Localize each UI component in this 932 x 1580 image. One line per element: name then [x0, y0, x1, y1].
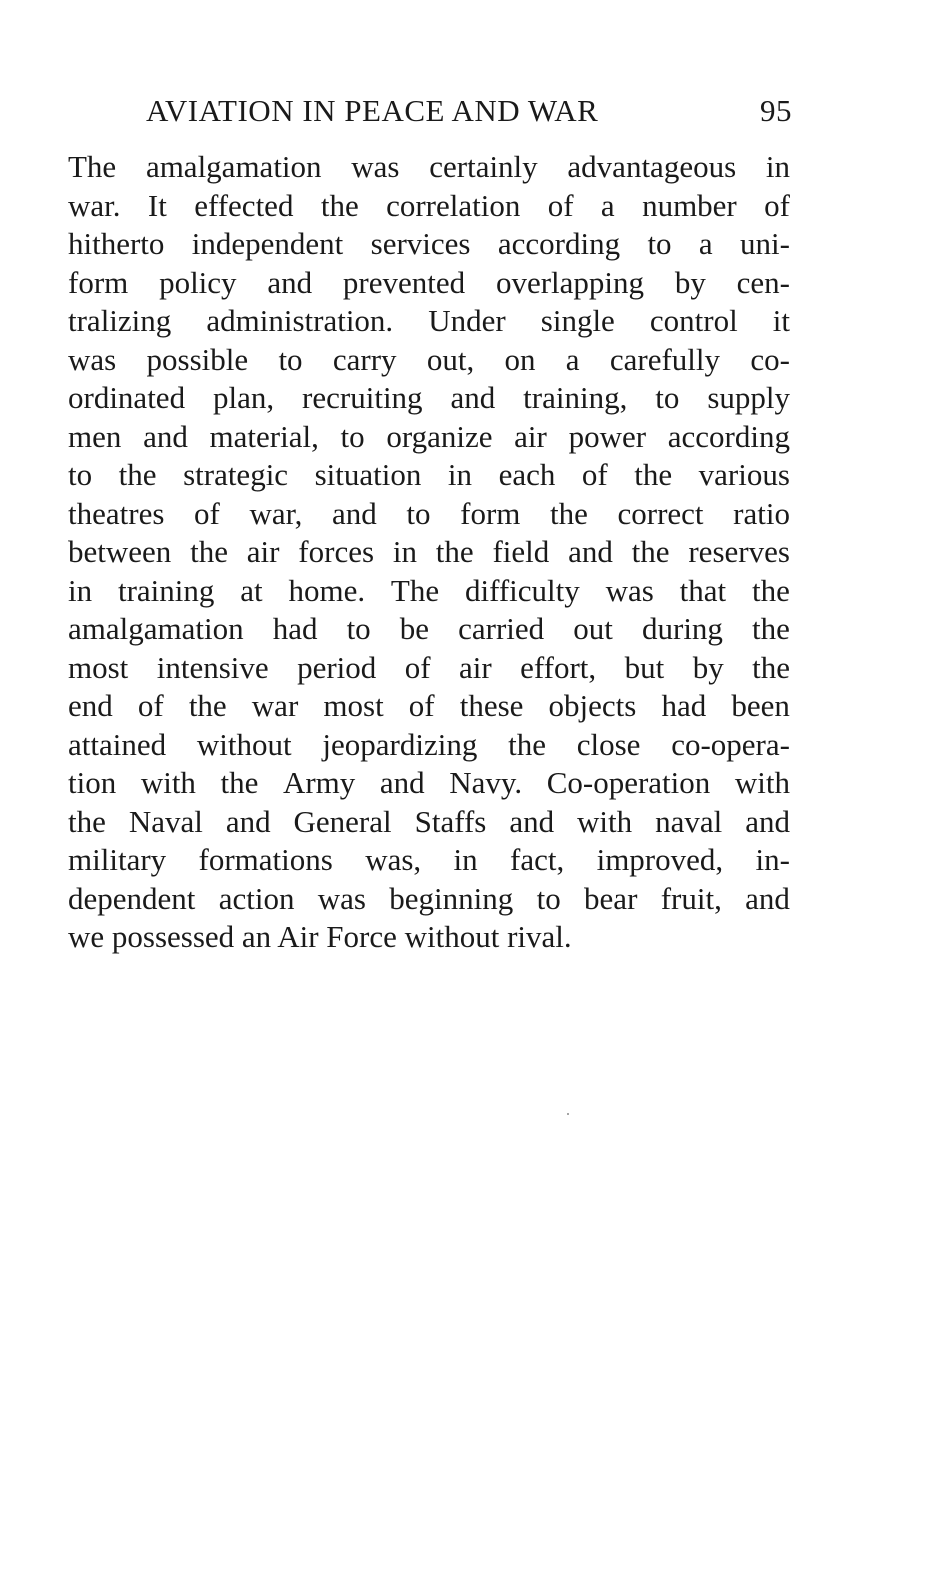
- word: out,: [426, 341, 475, 377]
- text-line: [68, 841, 790, 880]
- word: Co-operation: [546, 765, 711, 800]
- word: plan,: [213, 380, 275, 415]
- word: the: [220, 765, 259, 800]
- word: overlapping: [495, 264, 645, 300]
- word: form: [68, 264, 129, 300]
- word: to: [536, 880, 561, 916]
- word: training: [117, 572, 215, 608]
- word: Staffs: [414, 803, 487, 839]
- word: action: [218, 880, 295, 916]
- word: in: [392, 534, 417, 569]
- word: of: [408, 688, 435, 723]
- text-line: we possessed an Air Force without rival.: [68, 919, 572, 954]
- word: and: [332, 495, 377, 531]
- word: to: [647, 226, 672, 261]
- word: the: [435, 534, 474, 569]
- word: Army: [282, 765, 356, 800]
- word: carry: [332, 341, 397, 377]
- word: of: [194, 495, 220, 531]
- word: effort,: [520, 649, 597, 685]
- word: forces: [298, 534, 375, 569]
- word: at: [240, 572, 263, 608]
- word: correlation: [386, 187, 521, 223]
- word: close: [576, 726, 641, 762]
- word: most: [68, 649, 129, 685]
- word: and: [568, 534, 613, 569]
- text-line: [68, 148, 790, 187]
- word: it: [772, 303, 790, 338]
- word: advantageous: [567, 149, 737, 184]
- word: and: [267, 264, 313, 300]
- word: a: [600, 187, 615, 223]
- word: without: [196, 726, 292, 762]
- word: uni-: [740, 226, 790, 261]
- word: to: [340, 418, 365, 454]
- word: independent: [191, 226, 344, 261]
- word: administration.: [206, 303, 394, 338]
- word: recruiting: [302, 380, 423, 415]
- word: been: [731, 688, 790, 723]
- word: the: [634, 457, 673, 492]
- text-line: [68, 726, 790, 765]
- text-line: [68, 302, 790, 341]
- word: to: [406, 495, 431, 531]
- word: the: [631, 534, 670, 569]
- word: situation: [314, 457, 422, 492]
- word: strategic: [183, 457, 289, 492]
- word: Naval: [128, 803, 203, 839]
- word: General: [293, 803, 392, 839]
- word: of: [764, 187, 790, 223]
- word: tralizing: [68, 303, 172, 338]
- word: Under: [428, 303, 506, 338]
- text-line: [68, 225, 790, 264]
- scan-speck: [567, 1113, 569, 1115]
- word: tion: [68, 765, 117, 800]
- text-line: [68, 687, 790, 726]
- word: carried: [458, 611, 545, 646]
- word: objects: [548, 688, 637, 723]
- word: men: [68, 418, 122, 454]
- word: the: [752, 572, 790, 608]
- word: to: [68, 457, 93, 492]
- text-line: [68, 764, 790, 803]
- word: and: [379, 765, 425, 800]
- word: in: [765, 149, 790, 184]
- word: form: [460, 495, 521, 531]
- word: the: [550, 495, 588, 531]
- word: was: [317, 880, 366, 916]
- word: of: [581, 457, 608, 492]
- word: home.: [288, 572, 366, 608]
- text-line: [68, 803, 790, 842]
- word: and: [509, 803, 555, 839]
- word: the: [188, 688, 227, 723]
- word: carefully: [609, 341, 721, 377]
- word: single: [540, 303, 615, 338]
- word: attained: [68, 726, 167, 762]
- word: number: [642, 187, 737, 223]
- word: air: [246, 534, 280, 569]
- word: to: [655, 380, 680, 415]
- word: according: [667, 418, 790, 454]
- word: between: [68, 534, 172, 569]
- word: in: [68, 572, 93, 608]
- word: bear: [584, 880, 638, 916]
- word: war,: [249, 495, 303, 531]
- word: improved,: [596, 842, 724, 877]
- word: end: [68, 688, 113, 723]
- page-number: 95: [760, 93, 792, 128]
- word: was: [605, 572, 654, 608]
- word: a: [565, 341, 580, 377]
- text-line: [68, 187, 790, 226]
- word: Navy.: [449, 765, 523, 800]
- word: most: [323, 688, 384, 723]
- word: be: [399, 611, 430, 646]
- word: The: [390, 572, 440, 608]
- word: war.: [68, 187, 121, 223]
- text-line: [68, 610, 790, 649]
- word: had: [661, 688, 707, 723]
- text-line: [68, 533, 790, 572]
- word: air: [514, 418, 547, 454]
- word: ratio: [733, 495, 790, 531]
- word: on: [504, 341, 536, 377]
- word: supply: [707, 380, 790, 415]
- word: a: [698, 226, 713, 261]
- word: and: [450, 380, 496, 415]
- word: reserves: [688, 534, 790, 569]
- word: was: [351, 149, 400, 184]
- word: of: [547, 187, 574, 223]
- word: co-opera-: [671, 726, 790, 762]
- word: of: [137, 688, 164, 723]
- word: according: [497, 226, 621, 261]
- word: the: [118, 457, 157, 492]
- word: correct: [617, 495, 704, 531]
- word: naval: [655, 803, 723, 839]
- word: and: [745, 880, 790, 916]
- word: jeopardizing: [322, 726, 478, 762]
- running-head: [146, 90, 792, 132]
- word: prevented: [342, 264, 466, 300]
- text-line: [68, 418, 790, 457]
- word: in: [453, 842, 478, 877]
- word: amalgamation: [68, 611, 244, 646]
- word: policy: [159, 264, 237, 300]
- word: the: [752, 649, 790, 685]
- word: dependent: [68, 880, 196, 916]
- word: and: [143, 418, 188, 454]
- word: the: [320, 187, 359, 223]
- word: organize: [386, 418, 493, 454]
- word: possible: [146, 341, 249, 377]
- word: field: [492, 534, 550, 569]
- word: the: [190, 534, 228, 569]
- word: was,: [365, 842, 422, 877]
- word: ordinated: [68, 380, 186, 415]
- word: war: [251, 688, 299, 723]
- word: of: [404, 649, 431, 685]
- word: material,: [209, 418, 319, 454]
- word: military: [68, 842, 167, 877]
- word: by: [674, 264, 706, 300]
- word: was: [68, 341, 117, 377]
- word: beginning: [389, 880, 514, 916]
- text-line: [68, 456, 790, 495]
- word: amalgamation: [145, 149, 322, 184]
- word: difficulty: [464, 572, 580, 608]
- word: It: [147, 187, 167, 223]
- word: The: [68, 149, 117, 184]
- word: these: [459, 688, 524, 723]
- word: formations: [198, 842, 333, 877]
- word: period: [297, 649, 377, 685]
- word: services: [370, 226, 471, 261]
- text-line: [68, 572, 790, 611]
- word: during: [642, 611, 723, 646]
- word: air: [459, 649, 492, 685]
- word: hitherto: [68, 226, 165, 261]
- word: in-: [755, 842, 790, 877]
- word: certainly: [429, 149, 538, 184]
- word: by: [692, 649, 724, 685]
- text-line: [68, 495, 790, 534]
- word: with: [577, 803, 633, 839]
- word: fruit,: [660, 880, 722, 916]
- word: control: [649, 303, 738, 338]
- text-line: [68, 649, 790, 688]
- running-title: AVIATION IN PEACE AND WAR: [146, 93, 599, 128]
- word: various: [698, 457, 790, 492]
- word: with: [140, 765, 196, 800]
- body-paragraph: [68, 148, 790, 957]
- word: the: [752, 611, 790, 646]
- word: and: [225, 803, 271, 839]
- word: out: [573, 611, 613, 646]
- word: effected: [194, 187, 294, 223]
- word: had: [272, 611, 318, 646]
- word: training,: [523, 380, 628, 415]
- word: power: [568, 418, 647, 454]
- text-line: [68, 379, 790, 418]
- word: with: [734, 765, 790, 800]
- word: to: [278, 341, 303, 377]
- word: the: [508, 726, 546, 762]
- word: fact,: [510, 842, 565, 877]
- word: but: [624, 649, 665, 685]
- word: to: [346, 611, 371, 646]
- word: intensive: [156, 649, 269, 685]
- text-line: [68, 264, 790, 303]
- text-line: [68, 341, 790, 380]
- word: in: [447, 457, 473, 492]
- word: the: [68, 803, 106, 839]
- word: cen-: [736, 264, 790, 300]
- word: and: [745, 803, 790, 839]
- word: that: [679, 572, 727, 608]
- word: co-: [750, 341, 790, 377]
- text-line: [68, 880, 790, 919]
- word: theatres: [68, 495, 165, 531]
- word: each: [498, 457, 556, 492]
